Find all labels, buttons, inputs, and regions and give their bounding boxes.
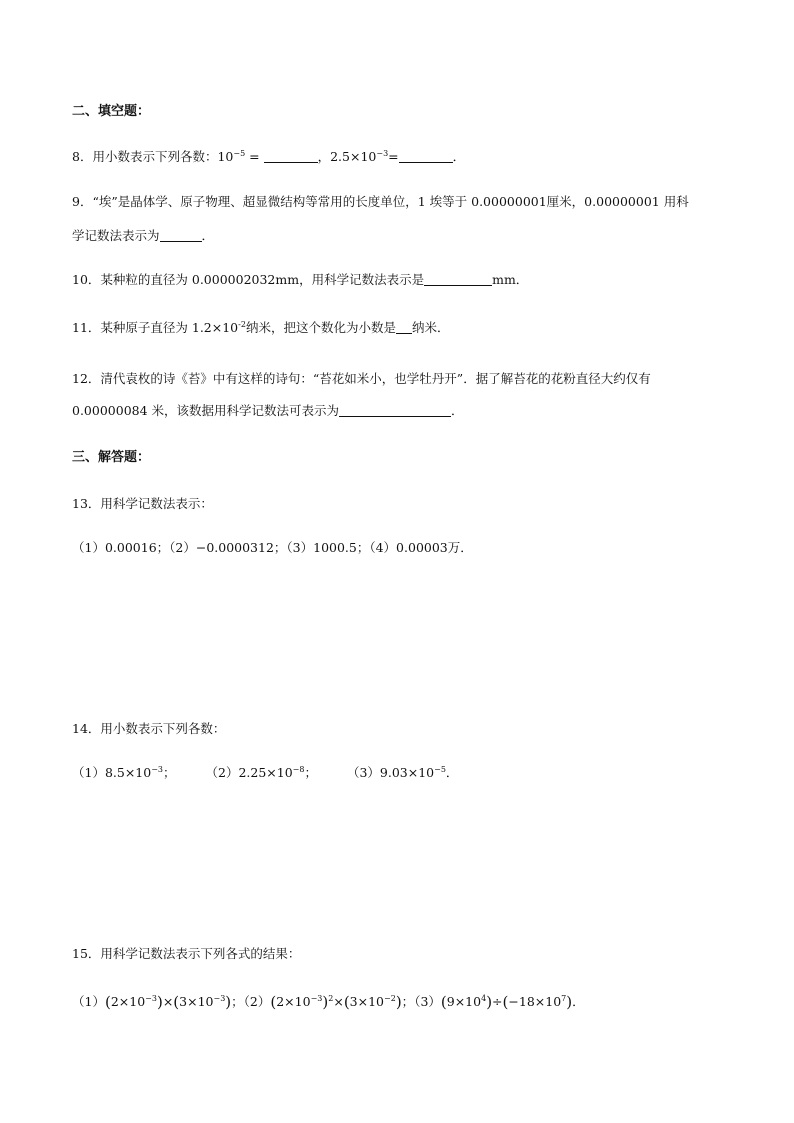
q15-part-3-a-exponent: 4 (481, 994, 487, 1003)
q15-part-1-a-exponent: −3 (145, 994, 157, 1003)
q11-text-2: 纳米，把这个数化为小数是 (245, 320, 396, 335)
q15-part-2-label: （2） (243, 994, 271, 1009)
q15-part-3-b: −18×10 (508, 994, 562, 1009)
q11-blank[interactable] (396, 321, 412, 334)
q14-part-2: （2）2.25×10 (205, 765, 293, 780)
q10-unit: mm． (492, 272, 529, 287)
q8-text: 8．用小数表示下列各数： (72, 149, 218, 164)
question-9-line-1: 9．“埃”是晶体学、原子物理、超显微结构等常用的长度单位，1 埃等于 0.00000001厘米，0.00000001 用科 (72, 194, 689, 209)
q10-text: 10．某种粒的直径为 0.000002032mm，用科学记数法表示是 (72, 272, 425, 287)
q15-part-1-times: × (162, 994, 174, 1009)
q15-part-2-times: × (333, 994, 344, 1009)
q8-exponent: −5 (233, 149, 246, 158)
q15-part-2-b: 3×10 (349, 994, 385, 1009)
q8-equals-2: = (388, 149, 399, 164)
q8-equals: = (249, 149, 264, 164)
section-solve-heading: 三、解答题： (72, 450, 151, 465)
q14-part-2-end: ； (304, 765, 317, 780)
question-13-parts: （1）0.00016；（2）−0.0000312；（3）1000.5；（4）0.00003万． (72, 540, 473, 555)
q8-second: ，2.5×10 (317, 149, 377, 164)
question-11 (72, 320, 449, 336)
question-14-parts (72, 765, 458, 781)
q8-power: 10 (217, 149, 234, 164)
q14-part-1-end: ； (163, 765, 176, 780)
q15-part-3-label: （3） (414, 994, 441, 1009)
q14-part-1-exponent: −3 (151, 765, 164, 774)
q14-part-3-exponent: −5 (434, 765, 446, 774)
q15-part-1-a: 2×10 (110, 994, 146, 1009)
q15-part-1-b: 3×10 (179, 994, 214, 1009)
question-10 (72, 272, 528, 288)
q9-blank[interactable] (160, 229, 202, 242)
q8-blank-2[interactable] (399, 150, 453, 163)
q15-part-3-divide: ÷ (492, 994, 503, 1009)
section-fill-heading: 二、填空题： (72, 104, 151, 119)
q8-blank-1[interactable] (264, 150, 318, 163)
question-15-title: 15．用科学记数法表示下列各式的结果： (72, 946, 301, 961)
q11-exponent: -2 (238, 320, 246, 329)
q11-end: 纳米． (411, 320, 450, 335)
q15-part-1-label: （1） (72, 994, 105, 1009)
q15-part-2-a-exponent: −3 (310, 994, 323, 1003)
q10-blank[interactable] (424, 273, 492, 286)
q15-part-2-end: ； (401, 994, 415, 1009)
q15-part-1-b-exponent: −3 (213, 994, 226, 1003)
question-12-line-2 (72, 403, 464, 419)
q14-part-3-end: ． (445, 765, 459, 780)
q12-end: ． (451, 403, 464, 418)
q12-text: 0.00000084 米，该数据用科学记数法可表示为 (72, 403, 340, 418)
q15-part-2-b-exponent: −2 (384, 994, 396, 1003)
q9-text: 学记数法表示为 (72, 228, 160, 243)
q12-blank[interactable] (339, 404, 451, 417)
q8-end: ． (452, 149, 466, 164)
question-8 (72, 149, 465, 165)
q15-part-2-power: 2 (328, 994, 334, 1003)
q14-part-3: （3）9.03×10 (346, 765, 435, 780)
question-14-title: 14．用小数表示下列各数： (72, 721, 226, 736)
q11-text: 11．某种原子直径为 1.2×10 (72, 320, 239, 335)
question-9-line-2 (72, 228, 214, 244)
q8-second-exponent: −3 (376, 149, 389, 158)
question-12-line-1: 12．清代袁枚的诗《苔》中有这样的诗句：“苔花如米小，也学牡丹开”．据了解苔花的花粉直径大约仅有 (72, 371, 651, 386)
q15-part-3-a: 9×10 (446, 994, 482, 1009)
q9-end: ． (201, 228, 215, 243)
question-15-parts: $(1)(2\times 10^{-3})\times(3\times 10^{-3})$；$(2)(2\times 10^{-3})^2\times(3\times 10^{-2})$；$(3)(9\times 10^4)\div(-18\times 10^7)$． (72, 993, 585, 1011)
q14-part-1: （1）8.5×10 (72, 765, 152, 780)
q15-part-3-b-exponent: 7 (561, 994, 567, 1003)
q15-part-2-a: 2×10 (276, 994, 311, 1009)
q15-part-1-end: ； (231, 994, 244, 1009)
question-13-title: 13．用科学记数法表示： (72, 496, 213, 511)
q15-part-3-end: ． (572, 994, 585, 1009)
q14-part-2-exponent: −8 (292, 765, 305, 774)
